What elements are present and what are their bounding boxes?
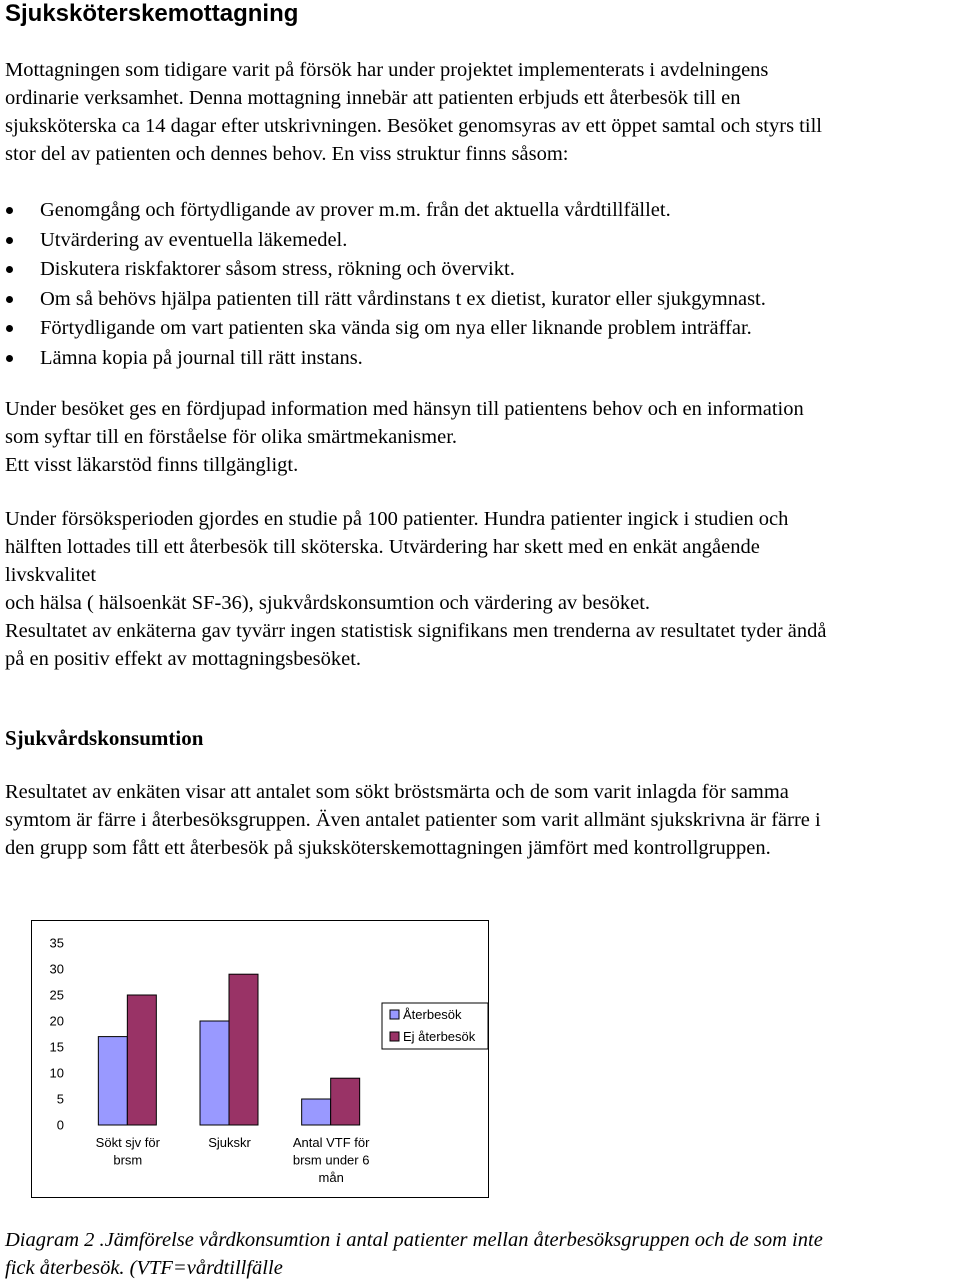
text-line: ordinarie verksamhet. Denna mottagning innebär att patienten erbjuds ett återbesök till en — [5, 87, 741, 109]
text-line: Mottagningen som tidigare varit på försök har under projektet implementerats i avdelningens — [5, 59, 769, 81]
bullet-icon — [6, 355, 13, 362]
bar-chart — [31, 920, 489, 1198]
text-line: Resultatet av enkäterna gav tyvärr ingen statistisk signifikans men trenderna av resultatet tyder ändå — [5, 620, 827, 642]
bar — [98, 1037, 127, 1125]
section-heading: Sjukvårdskonsumtion — [5, 726, 204, 750]
text-line: och hälsa ( hälsoenkät SF-36), sjukvårdskonsumtion och värdering av besöket. — [5, 592, 651, 614]
x-tick-label: brsm — [113, 1152, 143, 1168]
text-line: som syftar till en förståelse för olika smärtmekanismer. — [5, 426, 458, 448]
list-item-text: Om så behövs hjälpa patienten till rätt vårdinstans t ex dietist, kurator eller sjukgymnast. — [40, 287, 766, 310]
x-tick-label: mån — [318, 1170, 344, 1185]
bullet-icon — [6, 207, 13, 214]
bullet-icon — [6, 325, 13, 332]
y-tick-label: 5 — [56, 1091, 64, 1107]
text-line: hälften lottades till ett återbesök till sköterska. Utvärdering har skett med en enkät angående — [5, 536, 760, 558]
bullet-icon — [6, 237, 13, 244]
intro-paragraph — [5, 56, 957, 168]
y-tick-label: 20 — [49, 1013, 64, 1029]
list-item-text: Lämna kopia på journal till rätt instans. — [40, 346, 363, 369]
list-item — [5, 285, 766, 315]
text-line: den grupp som fått ett återbesök på sjuksköterskemottagningen jämfört med kontrollgruppen. — [5, 837, 771, 859]
y-tick-label: 30 — [49, 961, 64, 977]
bullet-icon — [6, 296, 13, 303]
text-line: symtom är färre i återbesöksgruppen. Även antalet patienter som varit allmänt sjukskrivna är färre i — [5, 809, 821, 831]
list-item-text: Diskutera riskfaktorer såsom stress, rökning och övervikt. — [40, 258, 515, 280]
bar — [200, 1021, 229, 1125]
page-title: Sjuksköterskemottagning — [5, 0, 299, 27]
bar — [229, 974, 258, 1125]
study-paragraph — [5, 505, 957, 673]
text-line: livskvalitet — [5, 564, 97, 586]
legend-swatch — [390, 1032, 399, 1041]
text-line: stor del av patienten och dennes behov. En viss struktur finns såsom: — [5, 143, 569, 165]
list-item — [5, 314, 766, 344]
bar — [331, 1078, 360, 1125]
bar — [127, 995, 156, 1125]
list-item-text: Utvärdering av eventuella läkemedel. — [40, 228, 348, 251]
caption-line: Diagram 2 .Jämförelse vårdkonsumtion i antal patienter mellan återbesöksgruppen och de som inte — [5, 1229, 823, 1251]
text-line: Under besöket ges en fördjupad information med hänsyn till patientens behov och en information — [5, 398, 804, 420]
caption-line: fick återbesök. (VTF=vårdtillfälle — [5, 1257, 283, 1279]
y-tick-label: 15 — [49, 1039, 64, 1055]
legend-swatch — [390, 1010, 399, 1019]
info-paragraph — [5, 395, 957, 479]
result-paragraph — [5, 778, 957, 862]
x-tick-label: Sökt sjv för — [95, 1135, 160, 1150]
list-item — [5, 344, 766, 374]
structure-list — [5, 196, 766, 373]
legend-label: Återbesök — [403, 1007, 462, 1022]
legend-label: Ej återbesök — [403, 1029, 476, 1044]
list-item-text: Förtydligande om vart patienten ska vända sig om nya eller liknande problem inträffar. — [40, 317, 752, 339]
chart-canvas — [32, 921, 488, 1197]
bar — [302, 1099, 331, 1125]
list-item — [5, 196, 766, 226]
text-line: Resultatet av enkäten visar att antalet som sökt bröstsmärta och de som varit inlagda för samma — [5, 781, 789, 803]
text-line: sjuksköterska ca 14 dagar efter utskrivningen. Besöket genomsyras av ett öppet samtal och styrs till — [5, 115, 822, 137]
list-item — [5, 255, 766, 285]
x-tick-label: Sjukskr — [208, 1135, 251, 1150]
y-tick-label: 25 — [49, 987, 64, 1003]
text-line: Ett visst läkarstöd finns tillgängligt. — [5, 454, 299, 476]
y-tick-label: 10 — [49, 1065, 64, 1081]
x-tick-label: brsm under 6 — [292, 1152, 370, 1168]
figure-caption — [5, 1226, 957, 1282]
x-tick-label: Antal VTF för — [292, 1135, 370, 1150]
list-item — [5, 226, 766, 256]
y-tick-label: 0 — [56, 1117, 64, 1133]
y-tick-label: 35 — [49, 935, 64, 951]
text-line: Under försöksperioden gjordes en studie på 100 patienter. Hundra patienter ingick i studien och — [5, 508, 789, 530]
text-line: på en positiv effekt av mottagningsbesöket. — [5, 648, 362, 670]
bullet-icon — [6, 266, 13, 273]
list-item-text: Genomgång och förtydligande av prover m.m. från det aktuella vårdtillfället. — [40, 199, 671, 221]
